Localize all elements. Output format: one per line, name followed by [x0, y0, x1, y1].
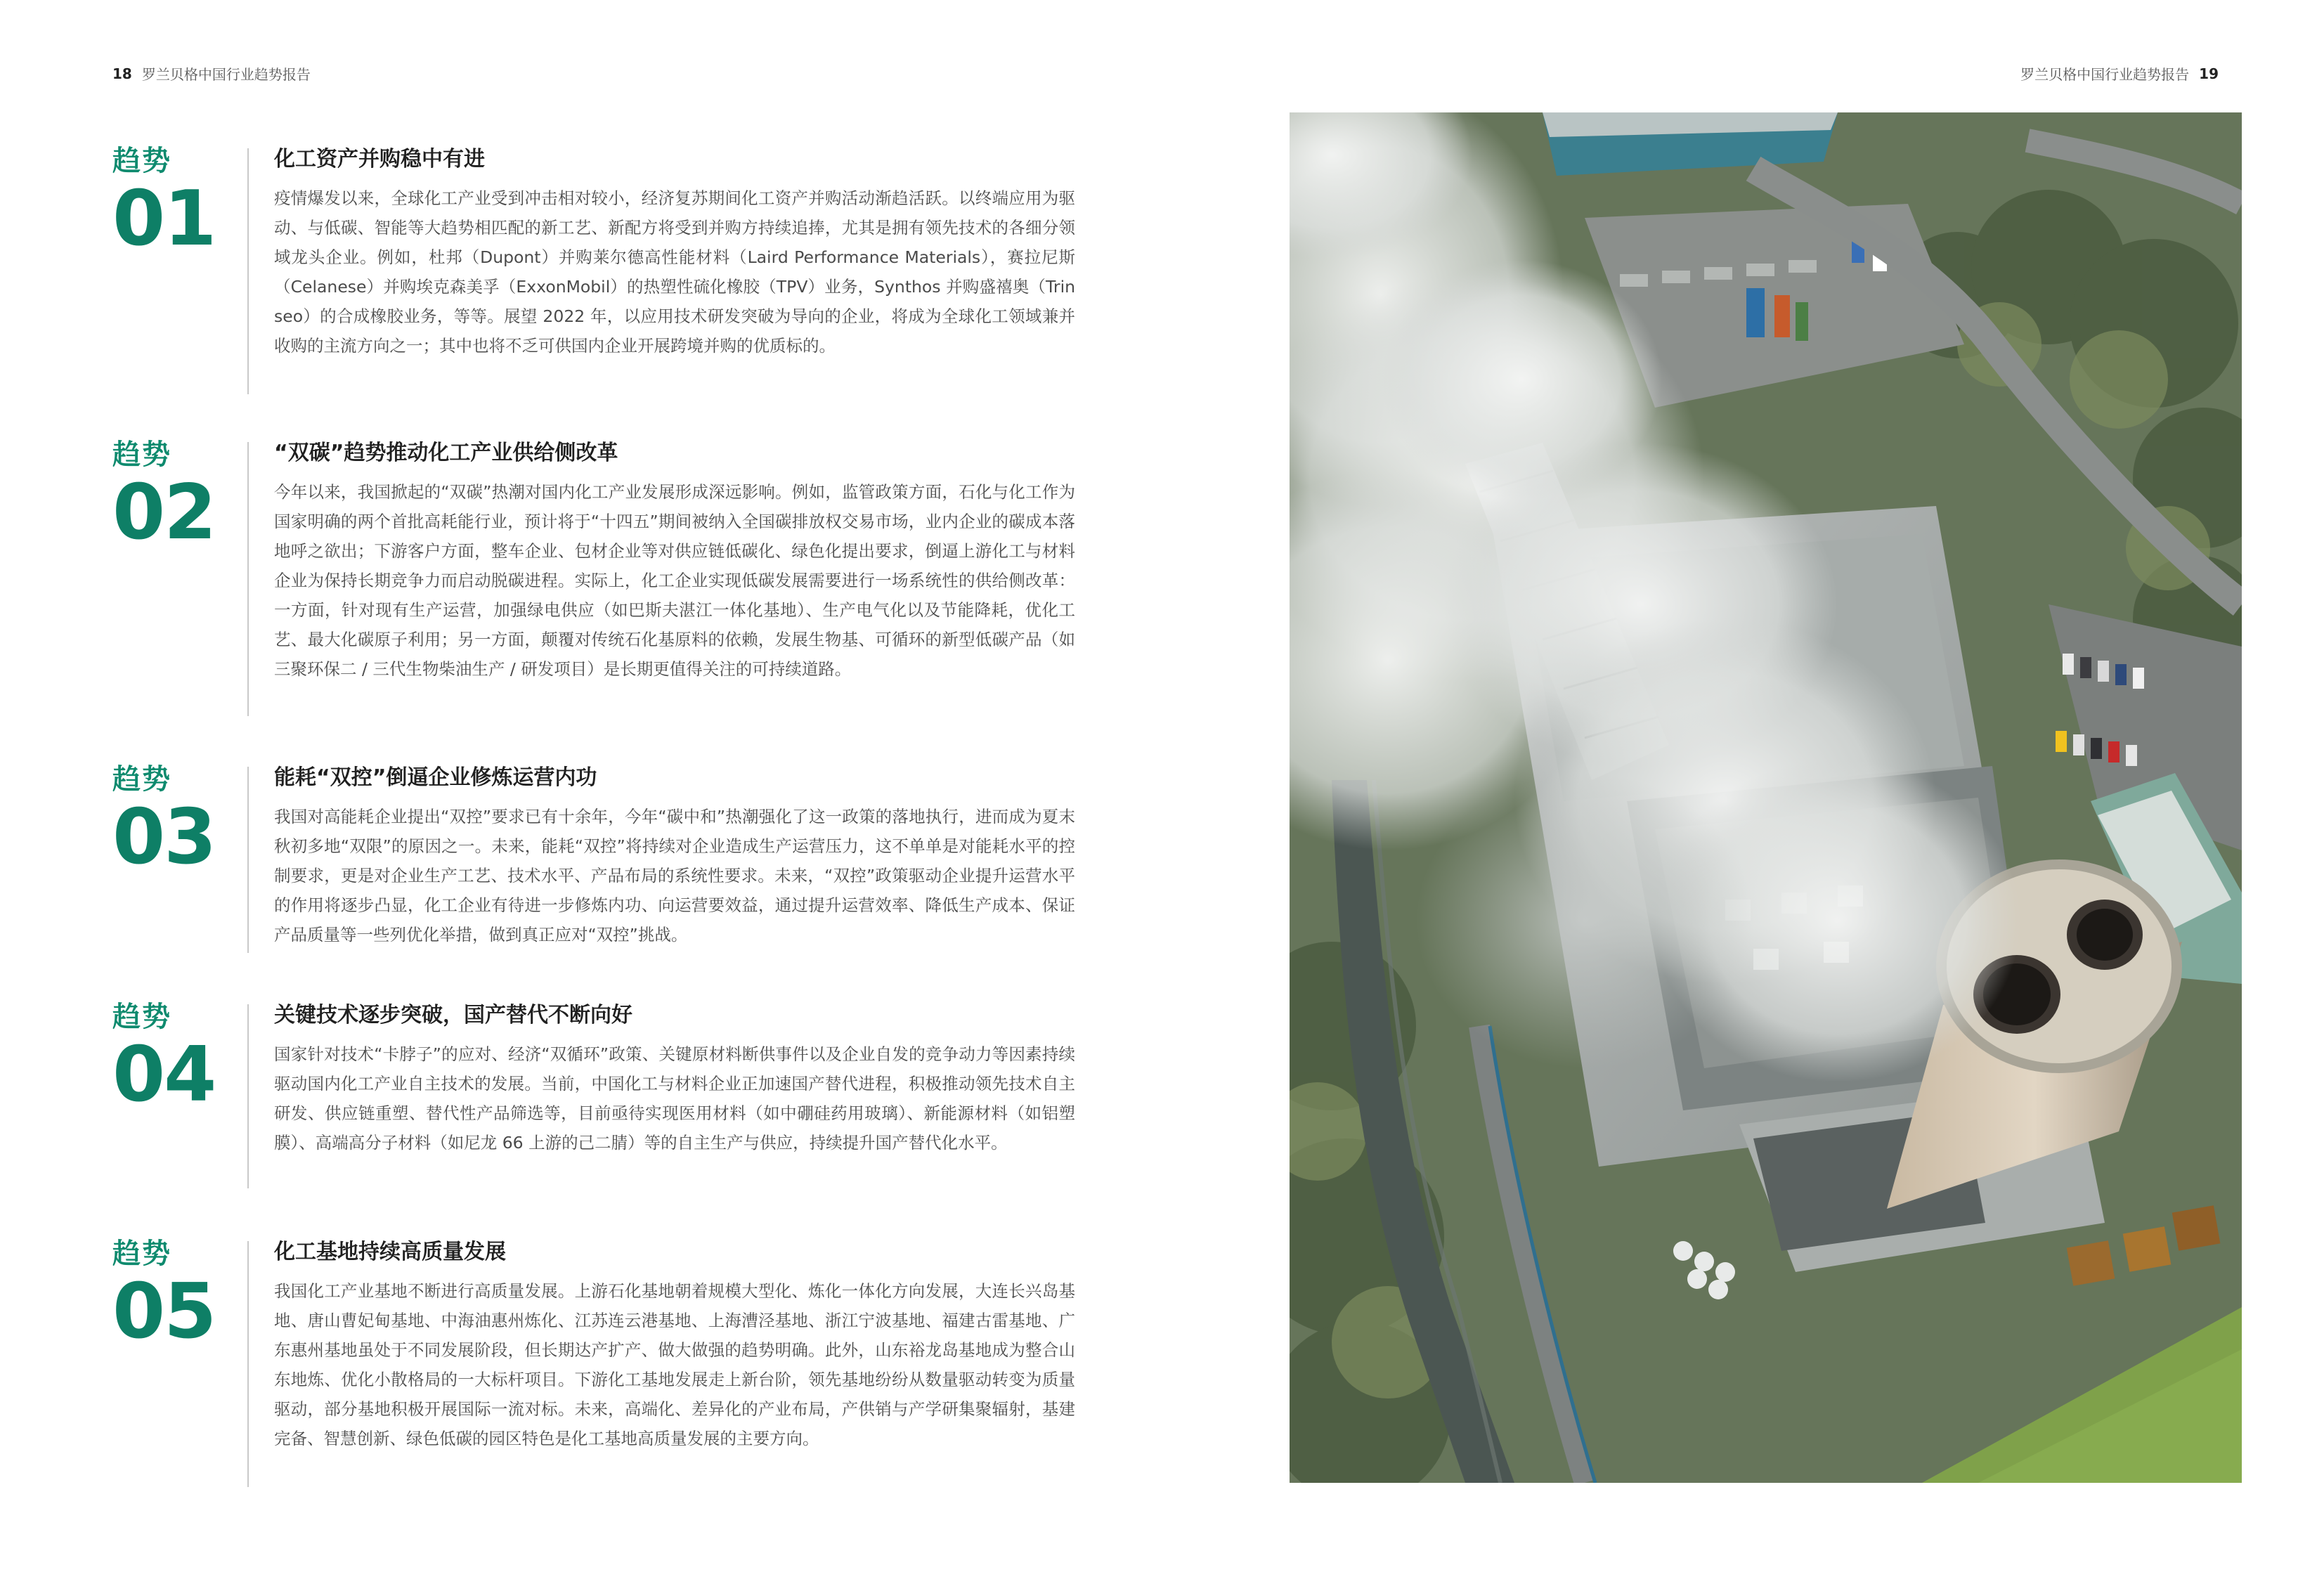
trend-divider — [247, 442, 249, 716]
trend-word: 趋势 — [112, 763, 171, 796]
trend-content — [274, 438, 1075, 684]
trend-divider — [247, 148, 249, 394]
trend-body: 今年以来，我国掀起的“双碳”热潮对国内化工产业发展形成深远影响。例如，监管政策方面，石化与化工作为国家明确的两个首批高耗能行业，预计将于“十四五”期间被纳入全国碳排放权交易市场，业内企业的碳成本落地呼之欲出；下游客户方面，整车企业、包材企业等对供应链低碳化、绿色化提出要求，倒逼上游化工与材料企业为保持长期竞争力而启动脱碳进程。实际上，化工企业实现低碳发展需要进行一场系统性的供给侧改革：一方面，针对现有生产运营，加强绿电供应（如巴斯夫湛江一体化基地）、生产电气化以及节能降耗，优化工艺、最大化碳原子利用；另一方面，颠覆对传统石化基原料的依赖，发展生物基、可循环的新型低碳产品（如三聚环保二 / 三代生物柴油生产 / 研发项目）是长期更值得关注的可持续道路。 — [274, 482, 1075, 679]
trend-body: 疫情爆发以来，全球化工产业受到冲击相对较小，经济复苏期间化工资产并购活动渐趋活跃。以终端应用为驱动、与低碳、智能等大趋势相匹配的新工艺、新配方将受到并购方持续追捧，尤其是拥有领先技术的各细分领域龙头企业。例如，杜邦（Dupont）并购莱尔德高性能材料（Laird Performance Materials），赛拉尼斯（Celanese）并购埃克森美孚（ExxonMobil）的热塑性硫化橡胶（TPV）业务，Synthos 并购盛禧奥（Trinseo）的合成橡胶业务，等等。展望 2022 年，以应用技术研发突破为导向的企业，将成为全球化工领域兼并收购的主流方向之一；其中也将不乏可供国内企业开展跨境并购的优质标的。 — [274, 188, 1075, 356]
trend-divider — [247, 767, 249, 953]
trend-number: 05 — [112, 1268, 216, 1356]
right-page-header — [2020, 63, 2219, 84]
aerial-factory-photo — [1290, 112, 2242, 1483]
trend-content — [274, 762, 1075, 949]
trend-title: “双碳”趋势推动化工产业供给侧改革 — [274, 441, 618, 465]
trend-title: 化工资产并购稳中有进 — [274, 147, 485, 171]
trend-body: 国家针对技术“卡脖子”的应对、经济“双循环”政策、关键原材料断供事件以及企业自发的竞争动力等因素持续驱动国内化工产业自主技术的发展。当前，中国化工与材料企业正加速国产替代进程，积极推动领先技术自主研发、供应链重塑、替代性产品筛选等，目前亟待实现医用材料（如中硼硅药用玻璃）、新能源材料（如铝塑膜）、高端高分子材料（如尼龙 66 上游的己二腈）等的自主生产与供应，持续提升国产替代化水平。 — [274, 1044, 1075, 1153]
trend-divider — [247, 1241, 249, 1487]
trend-title: 关键技术逐步突破，国产替代不断向好 — [274, 1003, 632, 1027]
trend-word: 趋势 — [112, 1001, 171, 1033]
trend-word: 趋势 — [112, 145, 171, 177]
trend-content — [274, 144, 1075, 361]
trend-number: 04 — [112, 1031, 216, 1119]
right-page-number: 19 — [2199, 65, 2219, 82]
trend-word: 趋势 — [112, 439, 171, 471]
left-page-header — [112, 63, 311, 84]
trend-label-block — [112, 762, 253, 881]
aerial-photo-illustration — [1290, 112, 2242, 1483]
trend-label-block — [112, 438, 253, 557]
trend-word: 趋势 — [112, 1238, 171, 1270]
trend-number: 01 — [112, 175, 216, 263]
trend-divider — [247, 1004, 249, 1188]
trend-content — [274, 1000, 1075, 1157]
trend-content — [274, 1237, 1075, 1453]
trend-title: 化工基地持续高质量发展 — [274, 1240, 506, 1264]
trend-body: 我国化工产业基地不断进行高质量发展。上游石化基地朝着规模大型化、炼化一体化方向发展，大连长兴岛基地、唐山曹妃甸基地、中海油惠州炼化、江苏连云港基地、上海漕泾基地、浙江宁波基地、福建古雷基地、广东惠州基地虽处于不同发展阶段，但长期达产扩产、做大做强的趋势明确。此外，山东裕龙岛基地成为整合山东地炼、优化小散格局的一大标杆项目。下游化工基地发展走上新台阶，领先基地纷纷从数量驱动转变为质量驱动，部分基地积极开展国际一流对标。未来，高端化、差异化的产业布局，产供销与产学研集聚辐射，基建完备、智慧创新、绿色低碳的园区特色是化工基地高质量发展的主要方向。 — [274, 1281, 1075, 1448]
trend-body: 我国对高能耗企业提出“双控”要求已有十余年，今年“碳中和”热潮强化了这一政策的落地执行，进而成为夏末秋初多地“双限”的原因之一。未来，能耗“双控”将持续对企业造成生产运营压力，这不单单是对能耗水平的控制要求，更是对企业生产工艺、技术水平、产品布局的系统性要求。未来，“双控”政策驱动企业提升运营水平的作用将逐步凸显，化工企业有待进一步修炼内功、向运营要效益，通过提升运营效率、降低生产成本、保证产品质量等一些列优化举措，做到真正应对“双控”挑战。 — [274, 807, 1075, 945]
trend-title: 能耗“双控”倒逼企业修炼运营内功 — [274, 765, 597, 790]
trend-label-block — [112, 1237, 253, 1356]
left-report-title: 罗兰贝格中国行业趋势报告 — [141, 66, 311, 83]
trend-number: 03 — [112, 793, 216, 881]
left-page-number: 18 — [112, 65, 132, 82]
right-report-title: 罗兰贝格中国行业趋势报告 — [2020, 66, 2190, 83]
trend-label-block — [112, 1000, 253, 1119]
trend-number: 02 — [112, 469, 216, 557]
trend-label-block — [112, 144, 253, 263]
